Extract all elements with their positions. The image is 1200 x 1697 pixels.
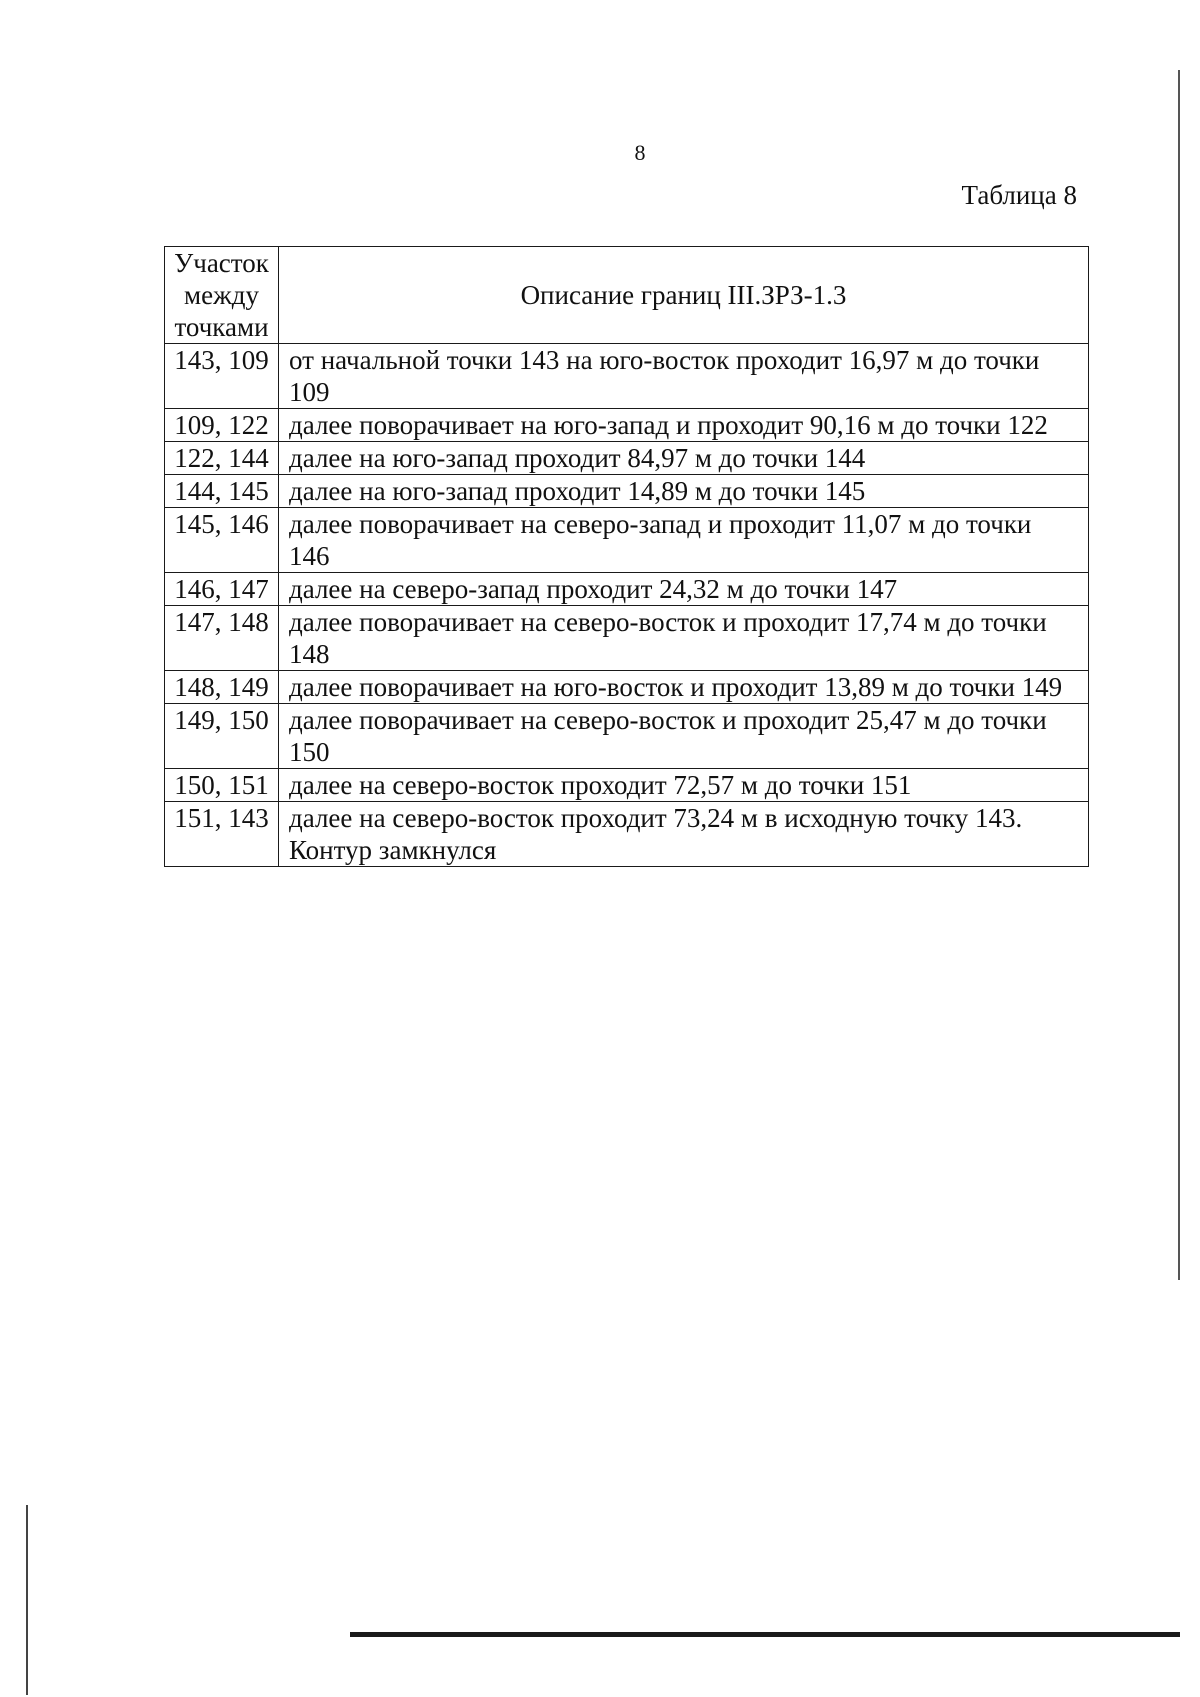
- table-row: [165, 508, 1089, 573]
- description-cell: далее поворачивает на северо-восток и проходит 17,74 м до точки 148: [279, 606, 1089, 671]
- scan-edge-line: [26, 1505, 28, 1695]
- table-row: [165, 409, 1089, 442]
- table-row: [165, 475, 1089, 508]
- segment-cell: 109, 122: [165, 409, 279, 442]
- description-cell: далее на северо-запад проходит 24,32 м до точки 147: [279, 573, 1089, 606]
- description-cell: далее поворачивает на северо-запад и проходит 11,07 м до точки 146: [279, 508, 1089, 573]
- segment-cell: 145, 146: [165, 508, 279, 573]
- column-header-segment: Участок между точками: [165, 247, 279, 344]
- segment-cell: 148, 149: [165, 671, 279, 704]
- segment-cell: 151, 143: [165, 802, 279, 867]
- segment-cell: 146, 147: [165, 573, 279, 606]
- segment-cell: 149, 150: [165, 704, 279, 769]
- page-number: 8: [634, 140, 646, 165]
- segment-cell: 122, 144: [165, 442, 279, 475]
- table-caption: Таблица 8: [961, 180, 1077, 210]
- table-row: [165, 606, 1089, 671]
- description-cell: далее на юго-запад проходит 84,97 м до точки 144: [279, 442, 1089, 475]
- scan-edge-line: [350, 1632, 1180, 1637]
- segment-cell: 144, 145: [165, 475, 279, 508]
- table-row: [165, 769, 1089, 802]
- description-cell: от начальной точки 143 на юго-восток проходит 16,97 м до точки 109: [279, 344, 1089, 409]
- scan-edge-line: [1178, 70, 1180, 1280]
- table-header-row: [165, 247, 1089, 344]
- description-cell: далее поворачивает на северо-восток и проходит 25,47 м до точки 150: [279, 704, 1089, 769]
- boundary-description-table: [164, 246, 1089, 867]
- description-cell: далее поворачивает на юго-запад и проходит 90,16 м до точки 122: [279, 409, 1089, 442]
- description-cell: далее поворачивает на юго-восток и проходит 13,89 м до точки 149: [279, 671, 1089, 704]
- description-cell: далее на северо-восток проходит 72,57 м до точки 151: [279, 769, 1089, 802]
- segment-cell: 150, 151: [165, 769, 279, 802]
- description-cell: далее на юго-запад проходит 14,89 м до точки 145: [279, 475, 1089, 508]
- table-row: [165, 704, 1089, 769]
- segment-cell: 143, 109: [165, 344, 279, 409]
- column-header-description: Описание границ III.ЗРЗ-1.3: [279, 247, 1089, 344]
- description-cell: далее на северо-восток проходит 73,24 м в исходную точку 143. Контур замкнулся: [279, 802, 1089, 867]
- table-row: [165, 802, 1089, 867]
- table-row: [165, 442, 1089, 475]
- table-row: [165, 671, 1089, 704]
- segment-cell: 147, 148: [165, 606, 279, 671]
- table-row: [165, 344, 1089, 409]
- table-row: [165, 573, 1089, 606]
